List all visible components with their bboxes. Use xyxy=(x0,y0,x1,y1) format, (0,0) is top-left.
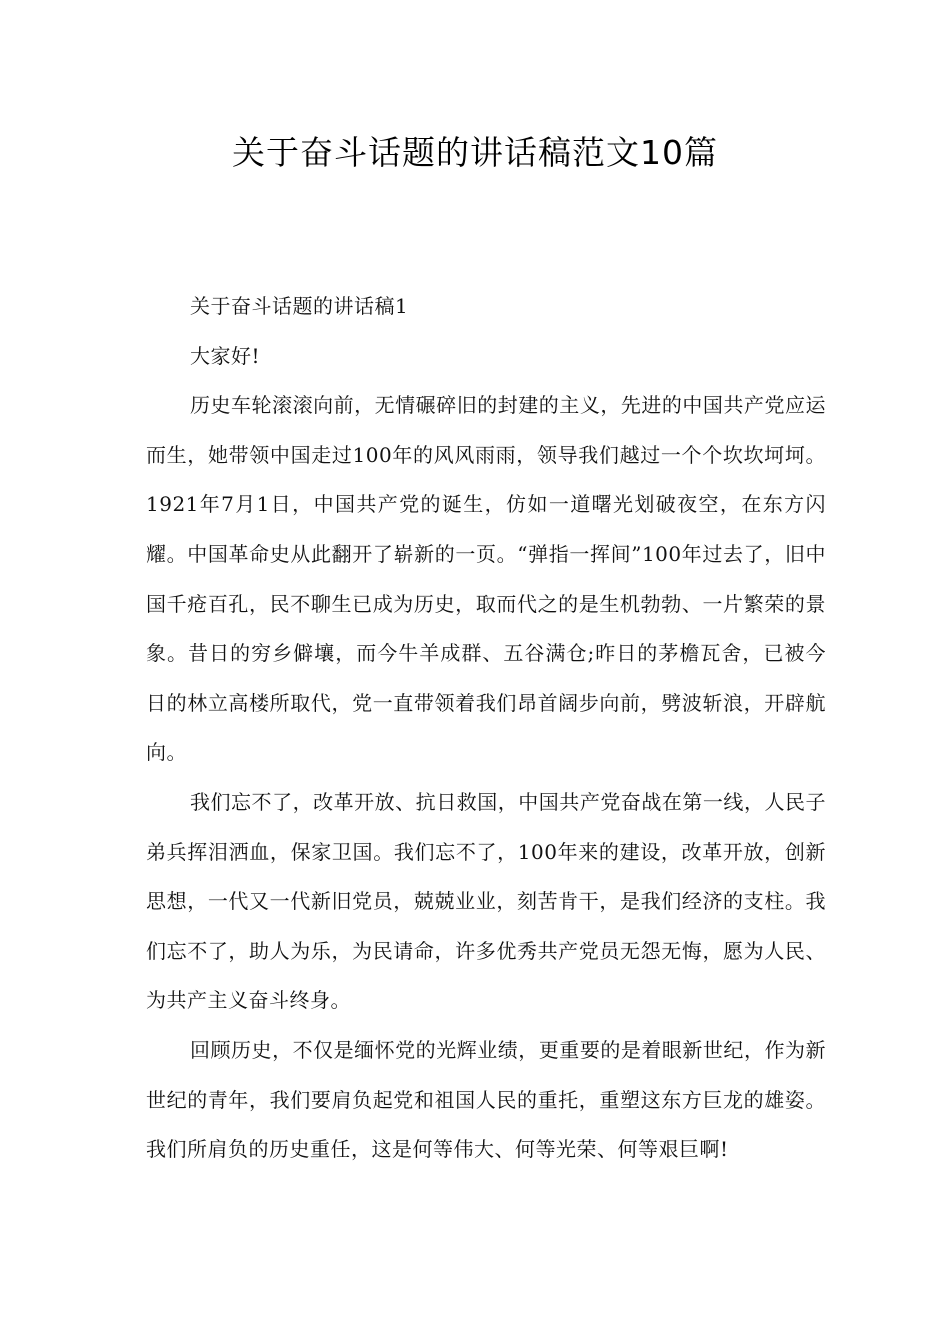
section-heading: 关于奋斗话题的讲话稿1 xyxy=(190,294,409,318)
document-title: 关于奋斗话题的讲话稿范文10篇 xyxy=(232,133,718,172)
body-paragraph: 回顾历史，不仅是缅怀党的光辉业绩，更重要的是着眼新世纪，作为新世纪的青年，我们要肩负起党和祖国人民的重托，重塑这东方巨龙的雄姿。我们所肩负的历史重任，这是何等伟大、何等光荣、何等艰巨啊! xyxy=(146,1037,826,1162)
greeting-line: 大家好! xyxy=(190,343,261,368)
body-paragraph: 我们忘不了，改革开放、抗日救国，中国共产党奋战在第一线，人民子弟兵挥泪洒血，保家卫国。我们忘不了，100年来的建设，改革开放，创新思想，一代又一代新旧党员，兢兢业业，刻苦肯干，是我们经济的支柱。我们忘不了，助人为乐，为民请命，许多优秀共产党员无怨无悔，愿为人民、为共产主义奋斗终身。 xyxy=(146,789,826,1013)
body-paragraph: 历史车轮滚滚向前，无情碾碎旧的封建的主义，先进的中国共产党应运而生，她带领中国走过100年的风风雨雨，领导我们越过一个个坎坎坷坷。1921年7月1日，中国共产党的诞生，仿如一道曙光划破夜空，在东方闪耀。中国革命史从此翻开了崭新的一页。“弹指一挥间”100年过去了，旧中国千疮百孔，民不聊生已成为历史，取而代之的是生机勃勃、一片繁荣的景象。昔日的穷乡僻壤，而今牛羊成群、五谷满仓;昨日的茅檐瓦舍，已被今日的林立高楼所取代，党一直带领着我们昂首阔步向前，劈波斩浪，开辟航向。 xyxy=(146,393,826,765)
document-body xyxy=(146,282,826,1175)
